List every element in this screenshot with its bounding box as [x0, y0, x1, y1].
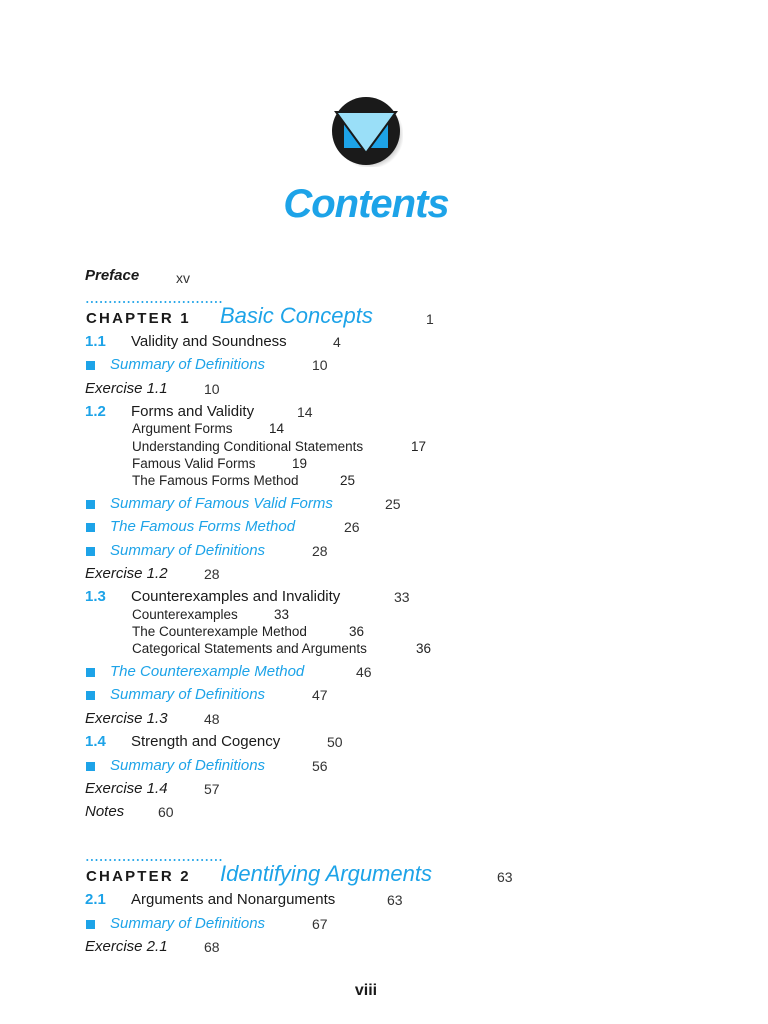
- preface-label: Preface: [85, 267, 140, 284]
- chapter1-label: CHAPTER 1: [86, 310, 191, 327]
- subsection-page: 19: [292, 456, 308, 471]
- chapter2-page: 63: [497, 869, 513, 885]
- section-number: 1.4: [85, 733, 106, 750]
- page-title: Contents: [283, 182, 449, 226]
- subsection-title: The Famous Forms Method: [132, 473, 299, 488]
- subsection-title: Famous Valid Forms: [132, 456, 256, 471]
- section-title: Forms and Validity: [131, 403, 255, 420]
- summary-bullet-icon: [86, 762, 95, 771]
- subsection-title: Understanding Conditional Statements: [132, 439, 364, 454]
- subsection-title: Argument Forms: [132, 421, 233, 436]
- subsection-title: Counterexamples: [132, 607, 238, 622]
- summary-box-title: Summary of Definitions: [110, 356, 266, 373]
- subsection-page: 36: [416, 641, 432, 656]
- summary-box-title: Summary of Definitions: [110, 686, 266, 703]
- chapter-emblem-icon: [331, 95, 403, 167]
- subsection-page: 14: [269, 421, 285, 436]
- summary-bullet-icon: [86, 691, 95, 700]
- exercise-page: 28: [204, 566, 220, 582]
- summary-box-title: Summary of Definitions: [110, 915, 266, 932]
- summary-bullet-icon: [86, 523, 95, 532]
- section-number: 2.1: [85, 891, 106, 908]
- subsection-page: 17: [411, 439, 427, 454]
- exercise-title: Exercise 1.1: [85, 380, 168, 397]
- summary-box-page: 10: [312, 357, 328, 373]
- section-page: 50: [327, 734, 343, 750]
- summary-box-title: Summary of Definitions: [110, 757, 266, 774]
- summary-box-page: 67: [312, 916, 328, 932]
- summary-bullet-icon: [86, 500, 95, 509]
- exercise-page: 57: [204, 781, 220, 797]
- subsection-page: 36: [349, 624, 365, 639]
- section-page: 4: [333, 334, 341, 350]
- exercise-title: Exercise 1.2: [85, 565, 168, 582]
- summary-box-title: The Famous Forms Method: [110, 518, 296, 535]
- chapter2-label: CHAPTER 2: [86, 868, 191, 885]
- summary-box-title: Summary of Definitions: [110, 542, 266, 559]
- exercise-page: 48: [204, 711, 220, 727]
- subsection-title: The Counterexample Method: [132, 624, 307, 639]
- section-number: 1.3: [85, 588, 106, 605]
- chapter1-divider: [85, 301, 223, 303]
- subsection-page: 25: [340, 473, 356, 488]
- section-title: Counterexamples and Invalidity: [131, 588, 341, 605]
- section-page: 33: [394, 589, 410, 605]
- notes-title: Notes: [85, 803, 125, 820]
- summary-box-page: 25: [385, 496, 401, 512]
- exercise-title: Exercise 1.4: [85, 780, 168, 797]
- summary-box-title: Summary of Famous Valid Forms: [110, 495, 333, 512]
- subsection-page: 33: [274, 607, 290, 622]
- summary-bullet-icon: [86, 547, 95, 556]
- summary-bullet-icon: [86, 920, 95, 929]
- chapter2-divider: [85, 859, 223, 861]
- chapter1-page: 1: [426, 311, 434, 327]
- notes-page: 60: [158, 804, 174, 820]
- chapter2-title: Identifying Arguments: [220, 861, 432, 886]
- summary-box-page: 46: [356, 664, 372, 680]
- section-title: Strength and Cogency: [131, 733, 281, 750]
- page-number: viii: [354, 982, 378, 999]
- section-page: 14: [297, 404, 313, 420]
- summary-box-page: 47: [312, 687, 328, 703]
- summary-box-title: The Counterexample Method: [110, 663, 305, 680]
- summary-box-page: 56: [312, 758, 328, 774]
- subsection-title: Categorical Statements and Arguments: [132, 641, 367, 656]
- chapter1-title: Basic Concepts: [220, 303, 373, 328]
- summary-bullet-icon: [86, 361, 95, 370]
- section-number: 1.2: [85, 403, 106, 420]
- summary-box-page: 26: [344, 519, 360, 535]
- exercise-title: Exercise 1.3: [85, 710, 168, 727]
- section-number: 1.1: [85, 333, 106, 350]
- section-title: Arguments and Nonarguments: [131, 891, 336, 908]
- summary-box-page: 28: [312, 543, 328, 559]
- section-page: 63: [387, 892, 403, 908]
- exercise-page: 68: [204, 939, 220, 955]
- summary-bullet-icon: [86, 668, 95, 677]
- section-title: Validity and Soundness: [131, 333, 287, 350]
- preface-page: xv: [176, 270, 190, 286]
- exercise-title: Exercise 2.1: [85, 938, 168, 955]
- exercise-page: 10: [204, 381, 220, 397]
